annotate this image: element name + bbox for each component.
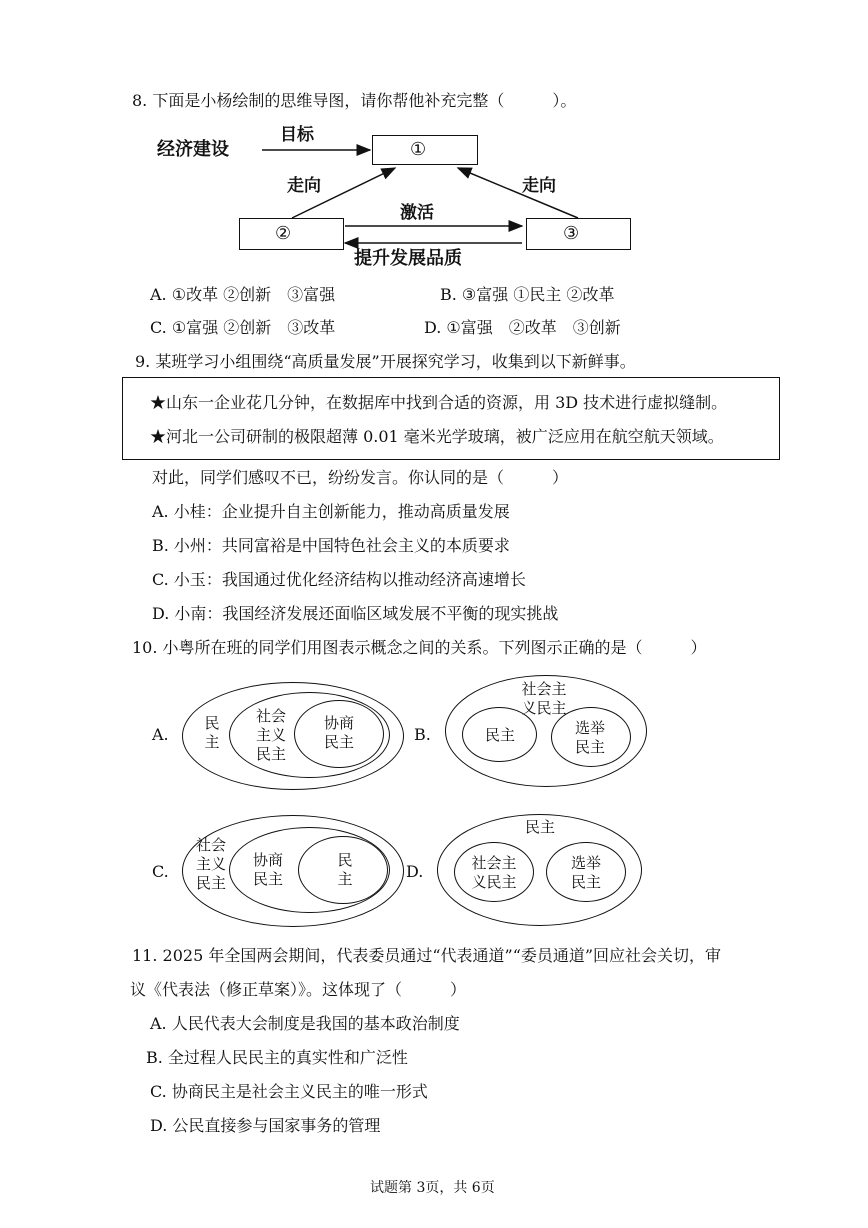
q11-option-a: A. 人民代表大会制度是我国的基本政治制度 — [150, 1014, 460, 1033]
q11-option-d: D. 公民直接参与国家事务的管理 — [150, 1116, 381, 1135]
box-2 — [239, 218, 344, 250]
a-middle-label: 社会 主义 民主 — [255, 707, 286, 763]
q11-stem-line1: 11. 2025 年全国两会期间，代表委员通过“代表通道”“委员通道”回应社会关切，审 — [132, 946, 722, 965]
q10-d-letter: D. — [406, 862, 424, 881]
d-outer-label: 民主 — [524, 818, 555, 836]
q9-news-2: ★河北一公司研制的极限超薄 0.01 毫米光学玻璃，被广泛应用在航空航天领域。 — [150, 427, 724, 446]
activate-label: 激活 — [400, 203, 434, 223]
q9-prompt: 对此，同学们感叹不已，纷纷发言。你认同的是（ ） — [152, 468, 569, 487]
q10-b-letter: B. — [414, 725, 431, 744]
economic-construction-label: 经济建设 — [157, 139, 229, 160]
q11-option-c: C. 协商民主是社会主义民主的唯一形式 — [150, 1082, 428, 1101]
q10-stem: 10. 小粤所在班的同学们用图表示概念之间的关系。下列图示正确的是（ ） — [132, 638, 707, 657]
q8-option-d: D. ①富强 ②改革 ③创新 — [424, 318, 621, 337]
q9-option-c: C. 小玉：我国通过优化经济结构以推动经济高速增长 — [152, 570, 526, 589]
q9-news-box — [122, 377, 780, 460]
q11-option-b: B. 全过程人民民主的真实性和广泛性 — [146, 1048, 408, 1067]
q9-news-1: ★山东一企业花几分钟，在数据库中找到合适的资源，用 3D 技术进行虚拟缝制。 — [150, 393, 728, 412]
q9-stem: 9. 某班学习小组围绕“高质量发展”开展探究学习，收集到以下新鲜事。 — [135, 352, 636, 371]
q10-a-letter: A. — [152, 725, 169, 744]
c-middle-label: 协商 民主 — [252, 851, 283, 888]
q11-stem-line2: 议《代表法（修正草案）》。这体现了（ ） — [130, 980, 467, 999]
q9-option-a: A. 小桂：企业提升自主创新能力，推动高质量发展 — [152, 502, 510, 521]
page-footer: 试题第 3页，共 6页 — [370, 1180, 495, 1196]
improve-label: 提升发展品质 — [354, 248, 462, 269]
box-1-label: ① — [410, 139, 427, 160]
c-outer-label: 社会 主义 民主 — [195, 836, 226, 892]
b-right-label: 选举 民主 — [574, 719, 605, 756]
q8-option-a: A. ①改革 ②创新 ③富强 — [150, 285, 336, 304]
b-outer-label: 社会主 义民主 — [521, 680, 567, 717]
box-2-label: ② — [275, 223, 292, 244]
goal-label: 目标 — [280, 125, 314, 145]
d-left-label: 社会主 义民主 — [471, 854, 517, 891]
q9-option-d: D. 小南：我国经济发展还面临区域发展不平衡的现实挑战 — [152, 604, 559, 623]
towards-right-label: 走向 — [522, 176, 556, 196]
q8-option-b: B. ③富强 ①民主 ②改革 — [440, 285, 615, 304]
towards-left-label: 走向 — [287, 176, 321, 196]
b-left-label: 民主 — [484, 726, 515, 744]
q8-stem: 8. 下面是小杨绘制的思维导图，请你帮他补充完整（ ）。 — [132, 91, 577, 110]
q9-option-b: B. 小州：共同富裕是中国特色社会主义的本质要求 — [152, 536, 510, 555]
right-towards-arrow — [458, 168, 578, 218]
d-right-label: 选举 民主 — [570, 854, 601, 891]
a-outer-label: 民 主 — [204, 714, 220, 751]
box-3-label: ③ — [563, 223, 580, 244]
q10-c-letter: C. — [152, 862, 169, 881]
a-inner-label: 协商 民主 — [323, 714, 354, 751]
q8-option-c: C. ①富强 ②创新 ③改革 — [150, 318, 336, 337]
c-inner-label: 民 主 — [337, 851, 353, 888]
